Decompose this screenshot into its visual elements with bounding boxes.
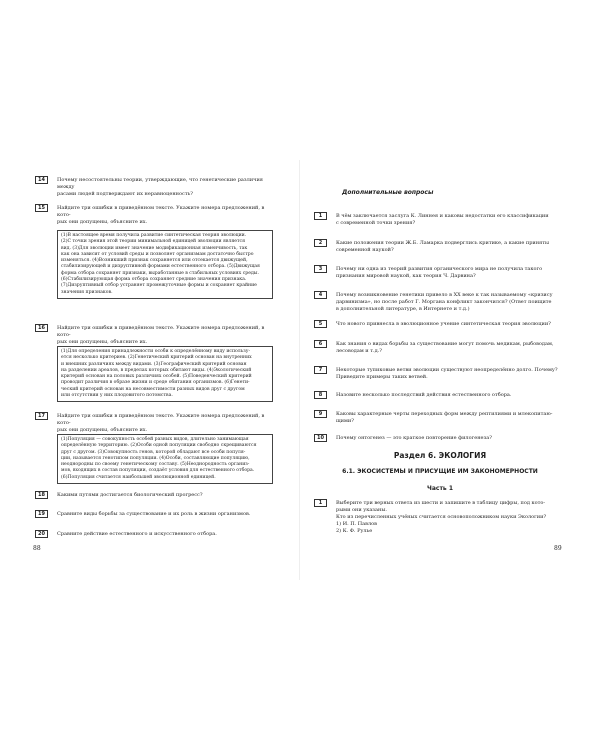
question-text: Почему ни одна из теорий развития органического мира не получила такого признания мировой наукой, как теория Ч. Дарвина? [336,266,543,280]
question-text: Что нового привнесла в эволюционное учение синтетическая теория эволюции? [336,321,551,327]
question-text: Почему онтогенез — это краткое повторение филогенеза? [336,435,492,441]
question-text: Каковы характерные черты переходных форм между рептилиями и млекопитаю- щими? [336,411,553,425]
question-number: 1 [314,499,327,507]
question-number: 18 [35,491,48,499]
question-number: 19 [35,510,48,518]
question-number: 2 [314,239,327,247]
right-page [300,0,600,750]
question-text: Сравните действие естественного и искусственного отбора. [57,531,217,537]
question-number: 10 [314,434,327,442]
question-number: 15 [35,204,48,212]
question-text: Найдите три ошибки в приведённом тексте. Укажите номера предложений, в кото- рых они допущены, объясните их. [57,205,265,226]
question-number: 5 [314,320,327,328]
question-number: 9 [314,410,327,418]
question-text: Как знания о видах борьбы за существование могут помочь медикам, рыбоводам, лесоводам и т.д.? [336,341,554,355]
question-number: 17 [35,412,48,420]
question-number: 3 [314,265,327,273]
question-text: Найдите три ошибки в приведённом тексте. Укажите номера предложений, в кото- рых они допущены, объясните их. [57,413,265,434]
part-title: Часть 1 [427,485,453,492]
error-text-box: (1)В настоящее время получила развитие синтетическая теория эволюции. (2)С точки зрения этой теории минимальной единицей эволюции является вид. (3)Для эволюции имеет значение модификационная изменчивость, так как она зависит от условий среды и позволяет организмам достаточно быстро изменяться. (4)Возникший признак сохраняется или отсекается движущей, стабилизирующей и дизруптивной формами естественного отбора. (5)Движущая форма отбора сохраняет признаки, выработанные в стабильных условиях среды. (6)Стабилизирующая форма отбора сохраняет средние значения признака. (7)Дизруптивный отбор устраняет промежуточные формы и сохраняет крайние значения признаков. [57,230,273,299]
question-text: Почему несостоятельны теории, утверждающие, что генетические различия между расами людей подтверждают их неравноценность? [57,177,263,198]
question-text: Какие положения теории Ж.Б. Ламарка подверглись критике, а какие приняты современной наукой? [336,240,549,254]
section-heading: Дополнительные вопросы [342,189,434,196]
question-number: 20 [35,530,48,538]
error-text-box: (1)Популяция — совокупность особей разных видов, длительно занимающая определённую территорию. (2)Особи одной популяции свободно скрещиваются друг с другом. (3)Совокупность генов, которой обладают все особи популя- ции, называется генотипом популяции. (4)Особи, составляющие популяцию, неоднородны по своему генетическому составу. (5)Неоднородность организ- мов, входящих в состав популяции, создаёт условия для естественного отбора. (6)Популяция считается наибольшей эволюционной единицей. [57,434,273,484]
question-number: 16 [35,324,48,332]
question-text: Какими путями достигается биологический прогресс? [57,492,203,498]
page-number: 89 [554,545,562,552]
question-number: 1 [314,212,327,220]
chapter-title: Раздел 6. ЭКОЛОГИЯ [393,451,487,460]
question-number: 14 [35,176,48,184]
question-text: Найдите три ошибки в приведённом тексте. Укажите номера предложений, в кото- рых они допущены, объясните их. [57,325,265,346]
page-number: 88 [33,545,41,552]
question-text: Почему возникновение генетики привело в XX веке к так называемому «кризису дарвинизма», но после работ Г. Моргана конфликт закончился? (Ответ поищите в дополнительной литературе, в Интернете и т.д.) [336,292,553,313]
task-text: Выберите три верных ответа из шести и запишите в таблицу цифры, под кото- рыми они указаны. Кто из перечисленных учёных считается основоположником науки Экологии? 1) И. П. Павлов 2) К. Ф. Рулье [336,500,547,535]
question-number: 4 [314,291,327,299]
question-number: 6 [314,340,327,348]
question-number: 8 [314,391,327,399]
question-text: Назовите несколько последствий действия естественного отбора. [336,392,512,398]
question-text: В чём заключается заслуга К. Линнея и каковы недостатки его классификации с современной точки зрения? [336,213,549,227]
question-number: 7 [314,366,327,374]
question-text: Некоторые тупиковые ветви эволюции существуют неопределённо долго. Почему? Приведите примеры таких ветвей. [336,367,558,381]
question-text: Сравните виды борьбы за существование и их роль в жизни организмов. [57,511,251,517]
error-text-box: (1)Для определения принадлежности особи к определённому виду использу- ется несколько критериев. (2)Генетический критерий основан на внутренних и внешних различиях между видами. (3)Географический критерий основан на разделении ареалов, в пределах которых обитают виды. (4)Экологический критерий основан на половых различиях особей. (5)Поведенческий критерий проводит различия в образе жизни и среде обитания организмов. (6)Генети- ческий критерий основан на несовместимости разных видов друг с другом или отсутствии у них плодовитого потомства. [57,346,273,402]
subchapter-title: 6.1. ЭКОСИСТЕМЫ И ПРИСУЩИЕ ИМ ЗАКОНОМЕРНОСТИ [342,468,538,475]
